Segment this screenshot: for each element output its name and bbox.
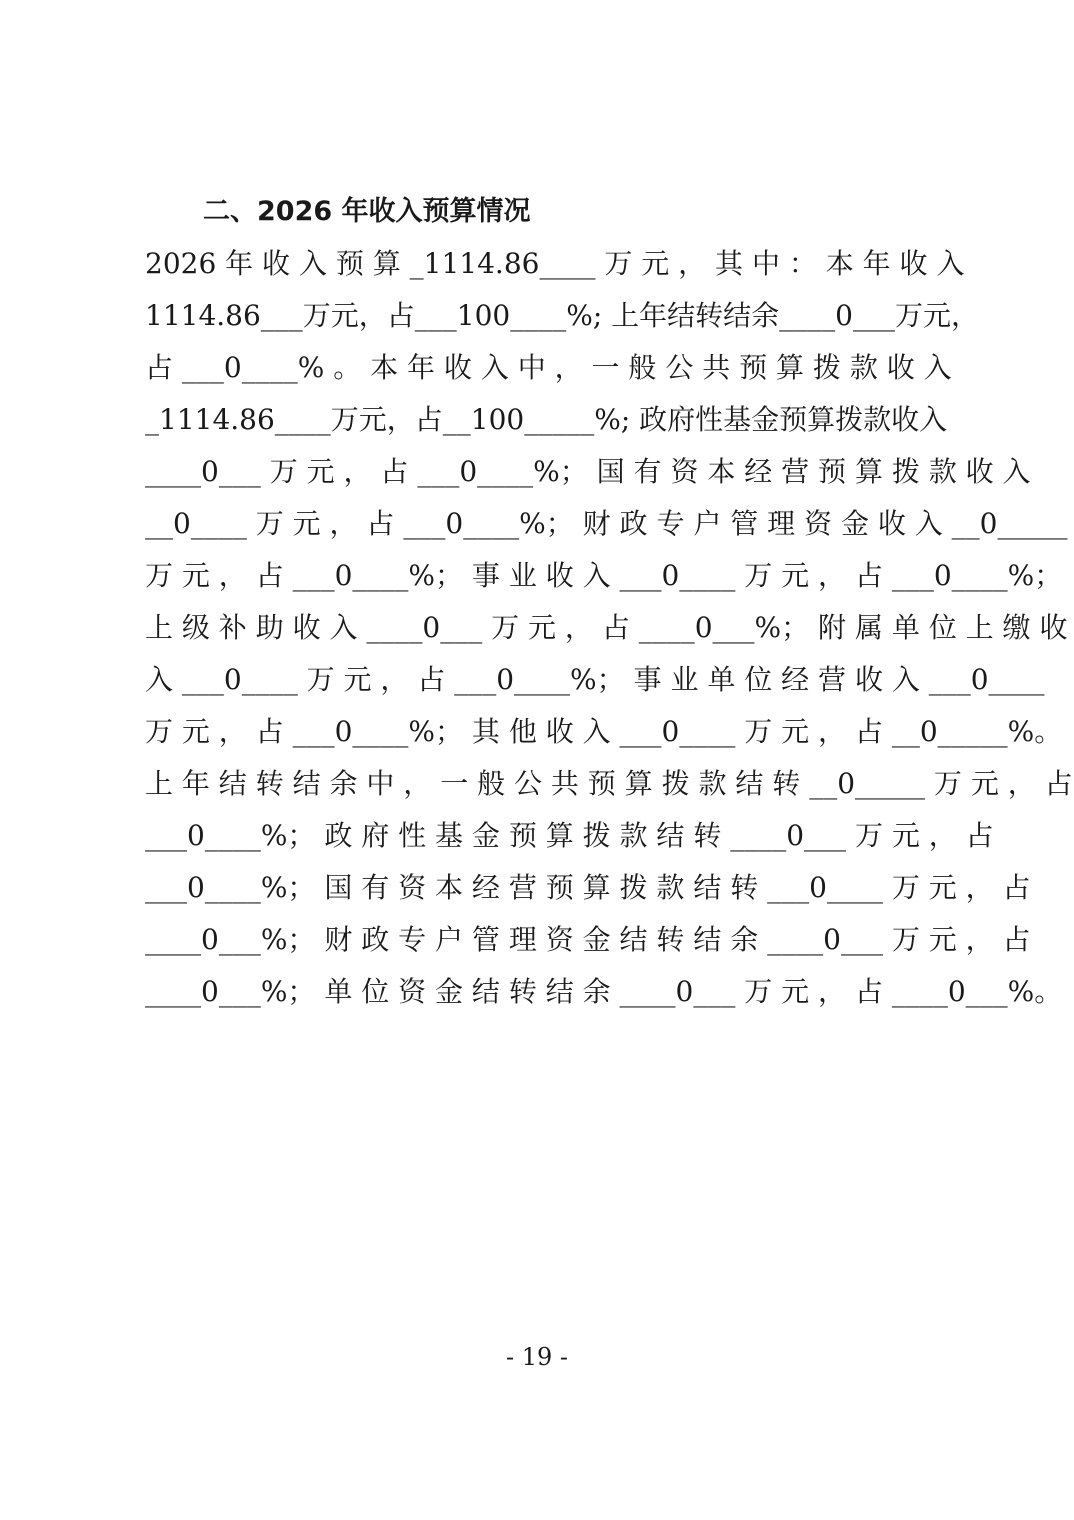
paragraph-line: 万 元 ， 占 ___0____%； 其 他 收 入 ___0____ 万 元 ， 占 __0_____%。 bbox=[145, 715, 1063, 748]
paragraph-line: 上 年 结 转 结 余 中 ， 一 般 公 共 预 算 拨 款 结 转 __0_____ 万 元 ， 占 bbox=[145, 767, 1073, 800]
section-heading: 二、2026 年收入预算情况 bbox=[203, 196, 531, 227]
paragraph-line: ____0___ 万 元 ， 占 ___0____%； 国 有 资 本 经 营 预 算 拨 款 收 入 bbox=[145, 455, 1031, 488]
income-budget-paragraph bbox=[145, 238, 1073, 1018]
paragraph-line: 上 级 补 助 收 入 ____0___ 万 元 ， 占 ____0___%； 附 属 单 位 上 缴 收 bbox=[145, 611, 1068, 644]
paragraph-line: _1114.86____万元，占__100_____%; 政府性基金预算拨款收入 bbox=[145, 403, 948, 436]
paragraph-line: 2026 年 收 入 预 算 _1114.86____ 万 元 ， 其 中 ： 本 年 收 入 bbox=[145, 247, 965, 280]
paragraph-line: ___0____%； 政 府 性 基 金 预 算 拨 款 结 转 ____0___ 万 元 ， 占 bbox=[145, 819, 994, 852]
page-number: - 19 - bbox=[505, 1343, 568, 1371]
paragraph-line: 1114.86___万元，占___100____%; 上年结转结余____0___万元， bbox=[145, 299, 979, 332]
paragraph-line: ____0___%； 单 位 资 金 结 转 结 余 ____0___ 万 元 ， 占 ____0___%。 bbox=[145, 975, 1063, 1008]
paragraph-line: 占 ___0____% 。 本 年 收 入 中 ， 一 般 公 共 预 算 拨 款 收 入 bbox=[145, 351, 952, 384]
paragraph-line: 万 元 ， 占 ___0____%； 事 业 收 入 ___0____ 万 元 ， 占 ___0____%； bbox=[145, 559, 1063, 592]
paragraph-line: ___0____%； 国 有 资 本 经 营 预 算 拨 款 结 转 ___0____ 万 元 ， 占 bbox=[145, 871, 1031, 904]
paragraph-line: 入 ___0____ 万 元 ， 占 ___0____%； 事 业 单 位 经 营 收 入 ___0____ bbox=[145, 663, 1045, 696]
paragraph-line: __0____ 万 元 ， 占 ___0____%； 财 政 专 户 管 理 资 金 收 入 __0_____ bbox=[145, 507, 1068, 540]
paragraph-line: ____0___%； 财 政 专 户 管 理 资 金 结 转 结 余 ____0___ 万 元 ， 占 bbox=[145, 923, 1031, 956]
